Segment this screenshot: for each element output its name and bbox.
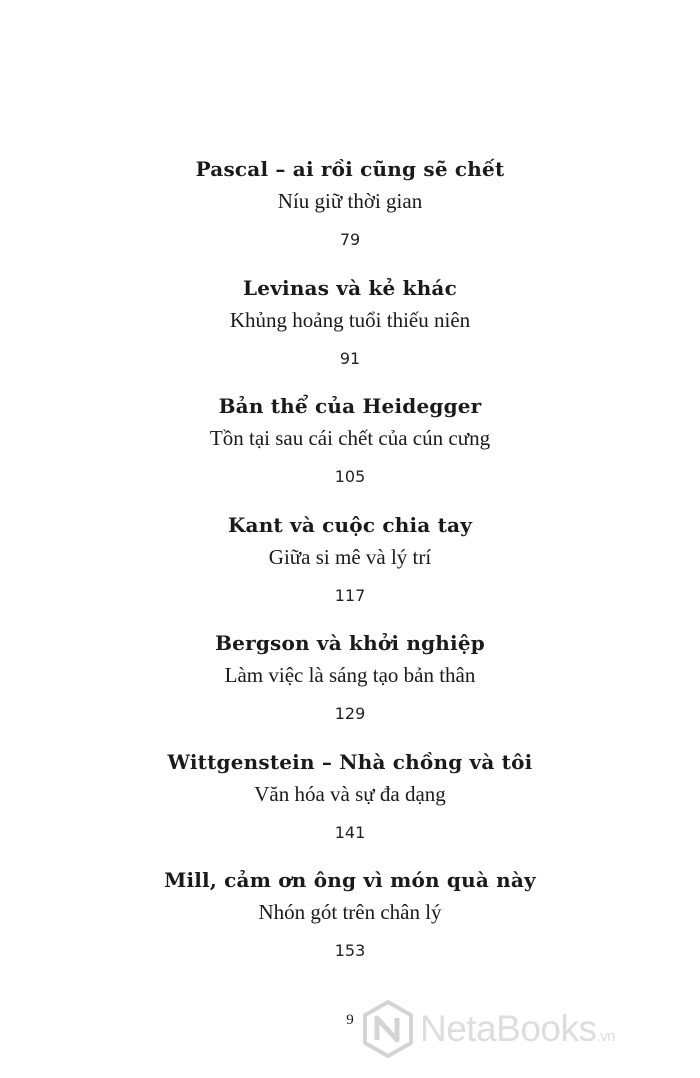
- toc-entry[interactable]: [0, 152, 700, 271]
- chapter-subtitle: Giữa si mê và lý trí: [268, 544, 432, 569]
- chapter-subtitle: Khủng hoảng tuổi thiếu niên: [229, 307, 471, 332]
- chapter-title: Bergson và khởi nghiệp: [215, 631, 485, 655]
- chapter-subtitle: Tồn tại sau cái chết của cún cưng: [209, 426, 491, 450]
- chapter-subtitle: Làm việc là sáng tạo bản thân: [224, 663, 476, 687]
- page-number: 117: [334, 585, 366, 605]
- chapter-title: Pascal – ai rồi cũng sẽ chết: [195, 157, 505, 181]
- watermark-suffix: .vn: [596, 1028, 616, 1045]
- page-number: 105: [334, 467, 366, 486]
- page-number: 141: [334, 822, 366, 842]
- chapter-subtitle: Níu giữ thời gian: [277, 189, 423, 213]
- toc-entry[interactable]: [0, 745, 700, 864]
- toc-entry[interactable]: [0, 389, 700, 508]
- toc-entry[interactable]: [0, 863, 700, 982]
- page-number: 79: [339, 230, 361, 249]
- toc-entry[interactable]: [0, 508, 700, 627]
- page-number: 129: [334, 704, 366, 723]
- table-of-contents: [0, 152, 700, 982]
- toc-entry[interactable]: [0, 626, 700, 745]
- watermark: [362, 1000, 615, 1058]
- chapter-title: Kant và cuộc chia tay: [227, 512, 473, 537]
- page-number: 91: [339, 348, 361, 368]
- page-folio: 9: [346, 1012, 354, 1028]
- chapter-subtitle: Văn hóa và sự đa dạng: [254, 781, 446, 806]
- chapter-title: Bản thể của Heidegger: [218, 394, 482, 418]
- watermark-text: NetaBooks.vn: [420, 1008, 616, 1049]
- chapter-subtitle: Nhón gót trên chân lý: [258, 900, 442, 924]
- page-number: 153: [334, 941, 366, 960]
- chapter-title: Levinas và kẻ khác: [243, 275, 457, 300]
- chapter-title: Mill, cảm ơn ông vì món quà này: [164, 868, 536, 892]
- chapter-title: Wittgenstein – Nhà chồng và tôi: [167, 749, 533, 774]
- toc-entry[interactable]: [0, 271, 700, 390]
- netabooks-logo-icon: [362, 1000, 414, 1058]
